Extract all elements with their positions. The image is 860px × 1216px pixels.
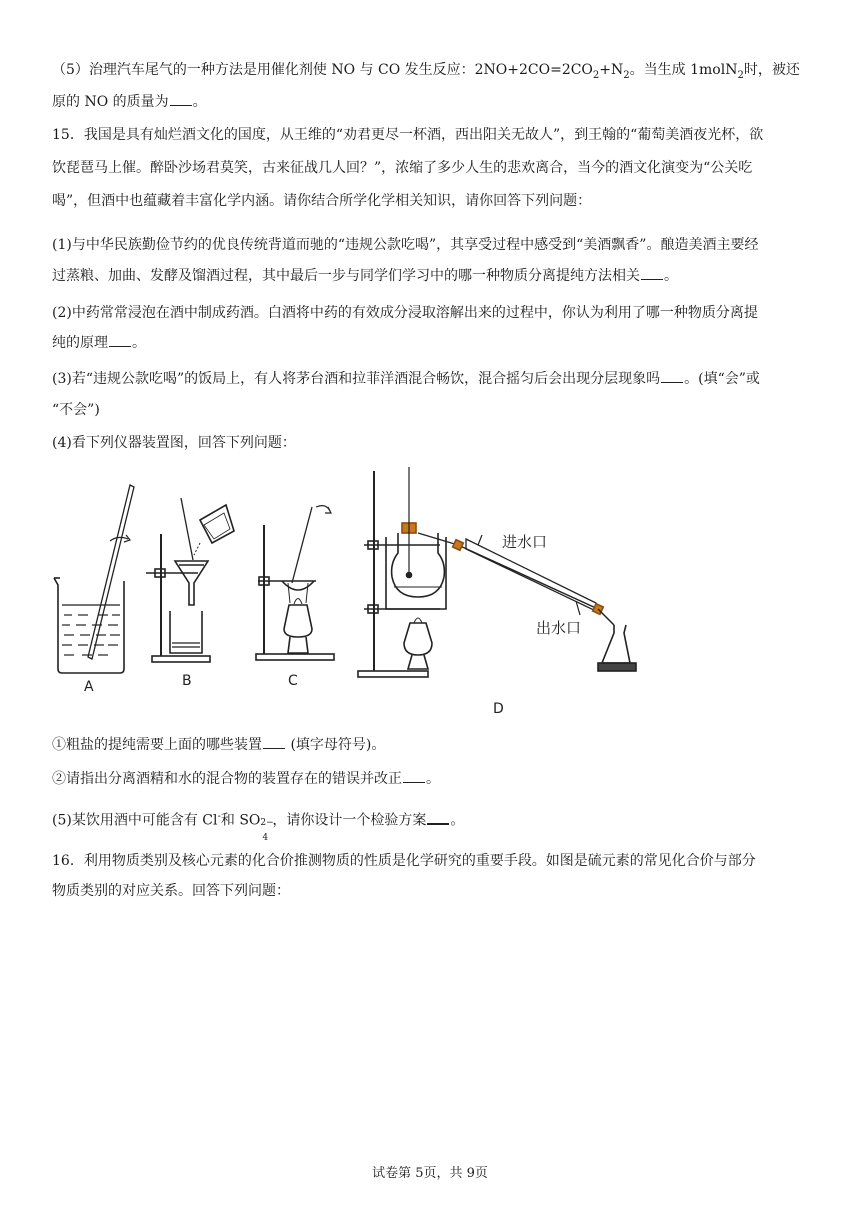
q14-5-line-1: （5）治理汽车尾气的一种方法是用催化剂使 NO 与 CO 发生反应：$2NO+2CO=2CO_2+N_2$。当生成 1molN$_2$时，被还 xyxy=(52,62,800,81)
answer-blank[interactable] xyxy=(263,734,285,749)
q15-intro-line-2: 饮琵琶马上催。醉卧沙场君莫笑，古来征战几人回？”，浓缩了多少人生的悲欢离合，当今的酒文化演变为“公关吃 xyxy=(52,160,753,176)
apparatus-d-distillation xyxy=(358,467,636,677)
apparatus-a-beaker xyxy=(54,485,134,673)
answer-blank[interactable] xyxy=(109,332,131,347)
answer-blank[interactable] xyxy=(403,768,425,783)
apparatus-figure xyxy=(48,463,648,723)
q15-part-3-line-1: (3)若“违规公款吃喝”的饭局上，有人将茅台酒和拉菲洋酒混合畅饮，混合摇匀后会出现分层现象吗 。(填“会”或 xyxy=(52,368,812,390)
q15-part-2-line-1: (2)中药常常浸泡在酒中制成药酒。白酒将中药的有效成分浸取溶解出来的过程中，你认为利用了哪一种物质分离提 xyxy=(52,305,758,321)
apparatus-b-filtration xyxy=(146,498,234,662)
q15-part-4: (4)看下列仪器装置图，回答下列问题： xyxy=(52,435,296,451)
answer-blank[interactable] xyxy=(641,265,663,280)
q15-sub-2: ②请指出分离酒精和水的混合物的装置存在的错误并改正 。 xyxy=(52,768,812,790)
label-a: A xyxy=(84,679,94,695)
apparatus-c-evaporation xyxy=(256,506,334,660)
answer-blank[interactable] xyxy=(661,368,683,383)
label-c: C xyxy=(288,673,298,689)
q15-part-1-line-1: (1)与中华民族勤俭节约的优良传统背道而驰的“违规公款吃喝”，其享受过程中感受到“美酒飘香”。酿造美酒主要经 xyxy=(52,237,759,253)
q15-sub-1: ①粗盐的提纯需要上面的哪些装置 (填字母符号)。 xyxy=(52,734,812,756)
q14-5-line-2: 原的 NO 的质量为 。 xyxy=(52,91,812,113)
q16-line-1: 16．利用物质类别及核心元素的化合价推测物质的性质是化学研究的重要手段。如图是硫元素的常见化合价与部分 xyxy=(52,853,756,869)
label-b: B xyxy=(182,673,192,689)
q15-intro-line-3: 喝”，但酒中也蕴藏着丰富化学内涵。请你结合所学化学相关知识，请你回答下列问题： xyxy=(52,193,592,209)
q15-part-3-line-2: “不会”) xyxy=(52,402,100,418)
water-outlet-label: 出水口 xyxy=(536,619,582,637)
q15-part-1-line-2: 过蒸粮、加曲、发酵及馏酒过程，其中最后一步与同学们学习中的哪一种物质分离提纯方法相关 。 xyxy=(52,265,812,287)
q15-part-2-line-2: 纯的原理 。 xyxy=(52,332,812,354)
answer-blank[interactable] xyxy=(170,91,192,106)
answer-blank[interactable] xyxy=(427,809,449,825)
label-d: D xyxy=(493,701,504,717)
q15-intro-line-1: 15．我国是具有灿烂酒文化的国度，从王维的“劝君更尽一杯酒，西出阳关无故人”，到王翰的“葡萄美酒夜光杯，欲 xyxy=(52,127,764,143)
q15-part-5: (5)某饮用酒中可能含有 Cl-和 SO 2− 4 ，请你设计一个检验方案 。 xyxy=(52,806,812,832)
water-inlet-label: 进水口 xyxy=(502,533,548,551)
q16-line-2: 物质类别的对应关系。回答下列问题： xyxy=(52,883,290,899)
page-footer: 试卷第 5页，共 9页 xyxy=(372,1166,488,1181)
